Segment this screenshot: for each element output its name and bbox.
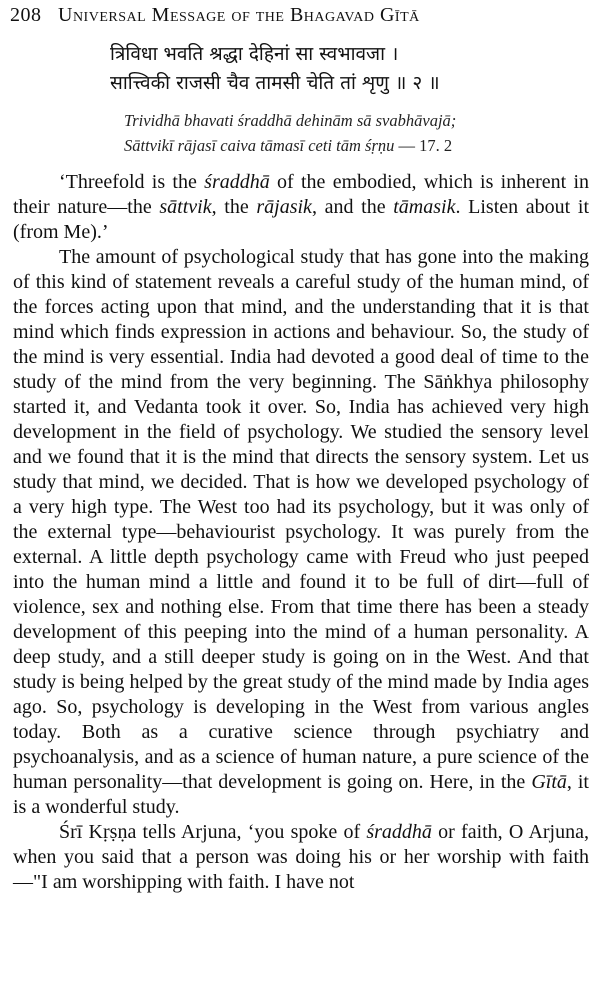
- verse-transliteration: [124, 108, 584, 158]
- paragraph-translation: [13, 170, 589, 245]
- paragraph-krishna-arjuna: [13, 820, 589, 895]
- p1-term-sattvik: sāttvik: [159, 196, 212, 218]
- p1-term-shraddha: śraddhā: [204, 171, 270, 193]
- p3-term-shraddha: śraddhā: [366, 821, 432, 843]
- p1-text-2: of the embodied, which is inherent in their nature—the: [13, 171, 590, 218]
- page-number: 208: [10, 4, 42, 26]
- p1-text-3: , the: [211, 196, 257, 218]
- p2-term-gita: Gītā: [531, 771, 567, 793]
- p1-text-1: ‘Threefold is the: [59, 171, 205, 193]
- p2-text-2: , it is a wonderful study.: [13, 771, 589, 818]
- verse-reference: — 17. 2: [394, 136, 453, 155]
- p1-text-4: , and the: [311, 196, 394, 218]
- p1-term-rajasik: rājasik: [256, 196, 312, 218]
- p1-term-tamasik: tāmasik: [393, 196, 456, 218]
- translit-line-2-text: Sāttvikī rājasī caiva tāmasī ceti tām śṛṇu: [124, 136, 395, 155]
- p1-text-5: . Listen about it (from Me).’: [13, 196, 589, 243]
- running-title: Universal Message of the Bhagavad Gītā: [58, 4, 420, 26]
- verse-devanagari-line-1: त्रिविधा भवति श्रद्धा देहिनां सा स्वभावजा ।: [110, 43, 399, 65]
- p3-text-1: Śrī Kṛṣṇa tells Arjuna, ‘you spoke of: [59, 821, 367, 843]
- paragraph-psychology: [13, 245, 589, 820]
- translit-line-2: [124, 133, 584, 158]
- translit-line-1: Trividhā bhavati śraddhā dehinām sā svabhāvajā;: [124, 111, 457, 130]
- running-header: [10, 4, 590, 30]
- body-text: [13, 170, 589, 895]
- sanskrit-verse: [110, 40, 580, 98]
- verse-devanagari-line-2: सात्त्विकी राजसी चैव तामसी चेति तां शृणु ॥ २ ॥: [110, 72, 440, 94]
- p2-text-1: The amount of psychological study that has gone into the making of this kind of statement reveals a careful study of the human mind, of the forces acting upon that mind, and the understanding that it is that mind which finds expression in actions and behaviour. So, the study of the mind is very essential. India had devoted a good deal of time to the study of the mind from the very beginning. The Sāṅkhya philosophy started it, and Vedanta took it over. So, India has achieved very high development in the field of psychology. We studied the sensory level and we found that it is the mind that directs the sensory system. Let us study that mind, we decided. That is how we developed psychology of a very high type. The West too had its psychology, but it was only of the external type—behaviourist psychology. It was purely from the external. A little depth psychology came with Freud who just peeped into the human mind a little and found it to be full of dirt—full of violence, sex and nothing else. From that time there has been a steady development of this peeping into the mind of a human personality. A deep study, and a still deeper study is going on in the West. And that study is being helped by the great study of the mind made by India ages ago. So, psychology is developing in the West from various angles today. Both as a curative science through psychiatry and psychoanalysis, and as a science of human nature, a pure science of the human personality—that development is going on. Here, in the: [13, 246, 589, 793]
- p3-text-2: or faith, O Arjuna, when you said that a person was doing his or her worship with faith—"I am worshipping with faith. I have not: [13, 821, 589, 893]
